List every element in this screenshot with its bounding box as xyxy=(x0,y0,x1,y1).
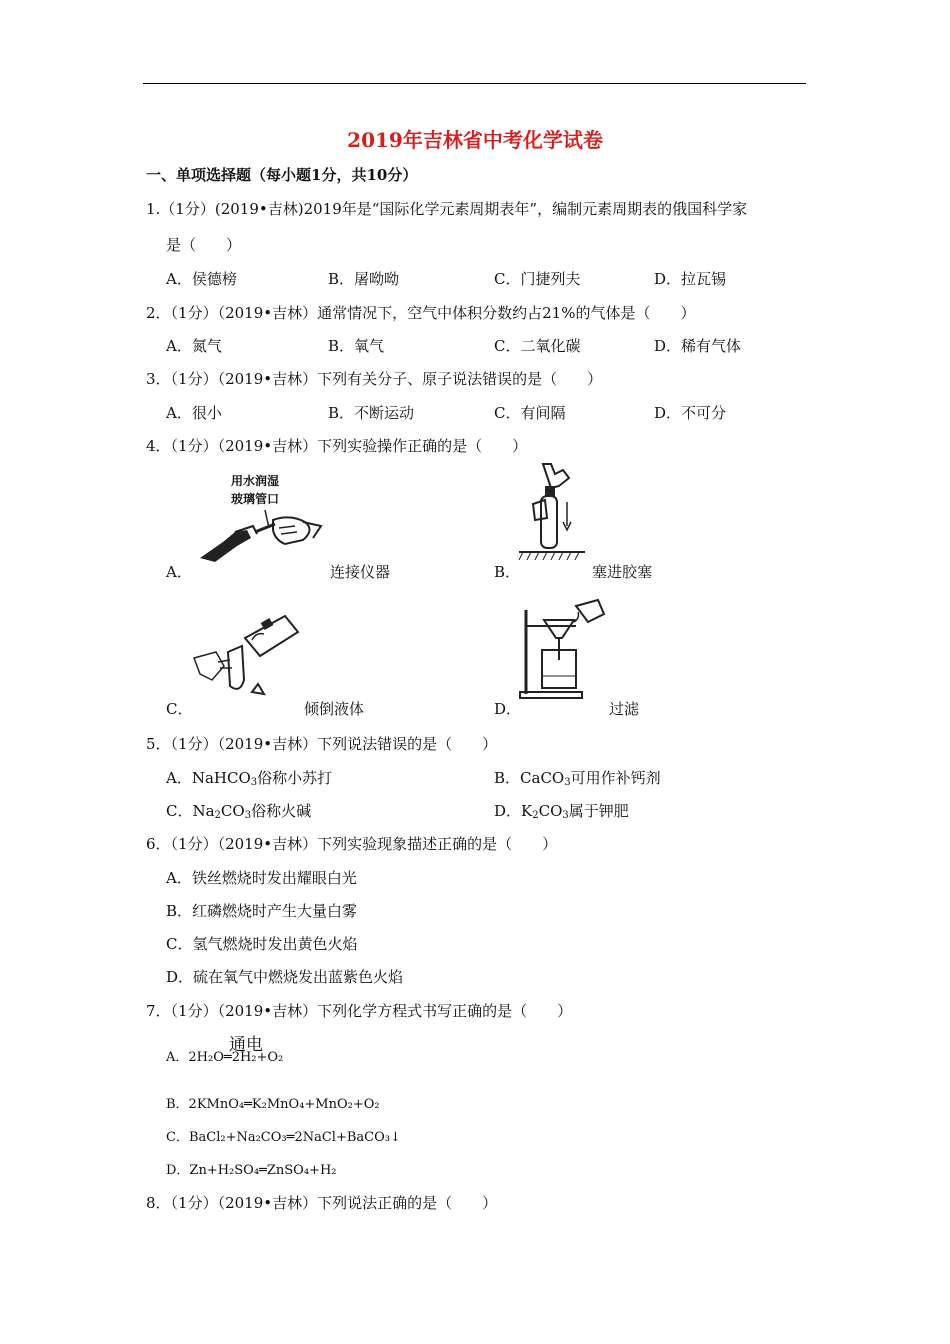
q5-stem: 5．（1分）（2019•吉林）下列说法错误的是（ ） xyxy=(146,735,498,753)
top-rule xyxy=(143,83,806,84)
q5-option-c: C．$Na_2CO_3$俗称火碱 xyxy=(166,802,312,821)
q7-option-c: C．BaCl₂+Na₂CO₃═2NaCl+BaCO₃↓ xyxy=(166,1130,401,1145)
q8-stem: 8．（1分）（2019•吉林）下列说法正确的是（ ） xyxy=(146,1194,498,1212)
q3-stem: 3．（1分）（2019•吉林）下列有关分子、原子说法错误的是（ ） xyxy=(146,370,603,388)
q4-option-c-caption: 倾倒液体 xyxy=(304,700,365,718)
q3-option-c: C．有间隔 xyxy=(494,404,566,422)
hands-tube-icon xyxy=(195,470,335,570)
q2-stem: 2．（1分）（2019•吉林）通常情况下，空气中体积分数约占21%的气体是（ ） xyxy=(146,304,696,322)
q6-option-a: A．铁丝燃烧时发出耀眼白光 xyxy=(166,869,357,887)
q4-option-a-letter: A． xyxy=(166,563,192,581)
figure-connect-apparatus xyxy=(195,470,335,570)
q7-condition-label: 通电 xyxy=(229,1035,263,1055)
figure-a-label-line1: 用水润湿 xyxy=(231,474,280,488)
q5-option-b: B．CaCO$_3$可用作补钙剂 xyxy=(494,769,661,788)
q5-option-a: A．NaHCO$_3$俗称小苏打 xyxy=(166,769,333,788)
q4-option-b-caption: 塞进胶塞 xyxy=(592,563,653,581)
q4-option-d-letter: D． xyxy=(494,700,522,718)
q4-option-d-caption: 过滤 xyxy=(609,700,640,718)
q6-option-c: C．氢气燃烧时发出黄色火焰 xyxy=(166,935,358,953)
q6-option-d: D．硫在氧气中燃烧发出蓝紫色火焰 xyxy=(166,968,404,986)
q1-stem-line1: 1.（1分）(2019•吉林)2019年是“国际化学元素周期表年”，编制元素周期表的俄国科学家 xyxy=(146,200,748,218)
q4-option-b-letter: B． xyxy=(494,563,521,581)
q1-option-b: B．屠呦呦 xyxy=(328,270,400,288)
figure-filtration xyxy=(518,598,608,702)
q2-option-d: D．稀有气体 xyxy=(654,337,742,355)
test-tube-stopper-icon xyxy=(515,460,590,565)
q1-option-a: A．侯德榜 xyxy=(166,270,237,288)
section-heading: 一、单项选择题（每小题1分，共10分） xyxy=(146,166,418,184)
q2-option-c: C．二氧化碳 xyxy=(494,337,581,355)
q5-option-d: D．$K_2CO_3$属于钾肥 xyxy=(494,802,629,821)
q7-option-b: B．2KMnO₄═K₂MnO₄+MnO₂+O₂ xyxy=(166,1097,380,1112)
figure-a-label-line2: 玻璃管口 xyxy=(231,492,280,506)
q3-option-d: D．不可分 xyxy=(654,404,727,422)
q3-option-a: A．很小 xyxy=(166,404,222,422)
figure-pour-liquid xyxy=(190,610,305,710)
q7-option-d: D．Zn+H₂SO₄═ZnSO₄+H₂ xyxy=(166,1163,337,1178)
filtration-stand-icon xyxy=(518,598,608,702)
q2-option-b: B．氧气 xyxy=(328,337,385,355)
q6-stem: 6．（1分）（2019•吉林）下列实验现象描述正确的是（ ） xyxy=(146,835,558,853)
q3-option-b: B．不断运动 xyxy=(328,404,415,422)
q4-option-a-caption: 连接仪器 xyxy=(330,563,391,581)
page-title: 2019年吉林省中考化学试卷 xyxy=(347,128,603,152)
q1-stem-line2: 是（ ） xyxy=(166,236,242,254)
q4-option-c-letter: C． xyxy=(166,700,193,718)
figure-insert-stopper xyxy=(515,460,590,565)
q2-option-a: A．氮气 xyxy=(166,337,222,355)
pouring-bottle-icon xyxy=(190,610,305,710)
q1-option-c: C．门捷列夫 xyxy=(494,270,581,288)
q1-option-d: D．拉瓦锡 xyxy=(654,270,727,288)
q4-stem: 4．（1分）（2019•吉林）下列实验操作正确的是（ ） xyxy=(146,437,528,455)
q7-stem: 7．（1分）（2019•吉林）下列化学方程式书写正确的是（ ） xyxy=(146,1002,573,1020)
q7-option-a: A．2H₂O═2H₂+O₂ xyxy=(166,1050,284,1065)
q6-option-b: B．红磷燃烧时产生大量白雾 xyxy=(166,902,358,920)
